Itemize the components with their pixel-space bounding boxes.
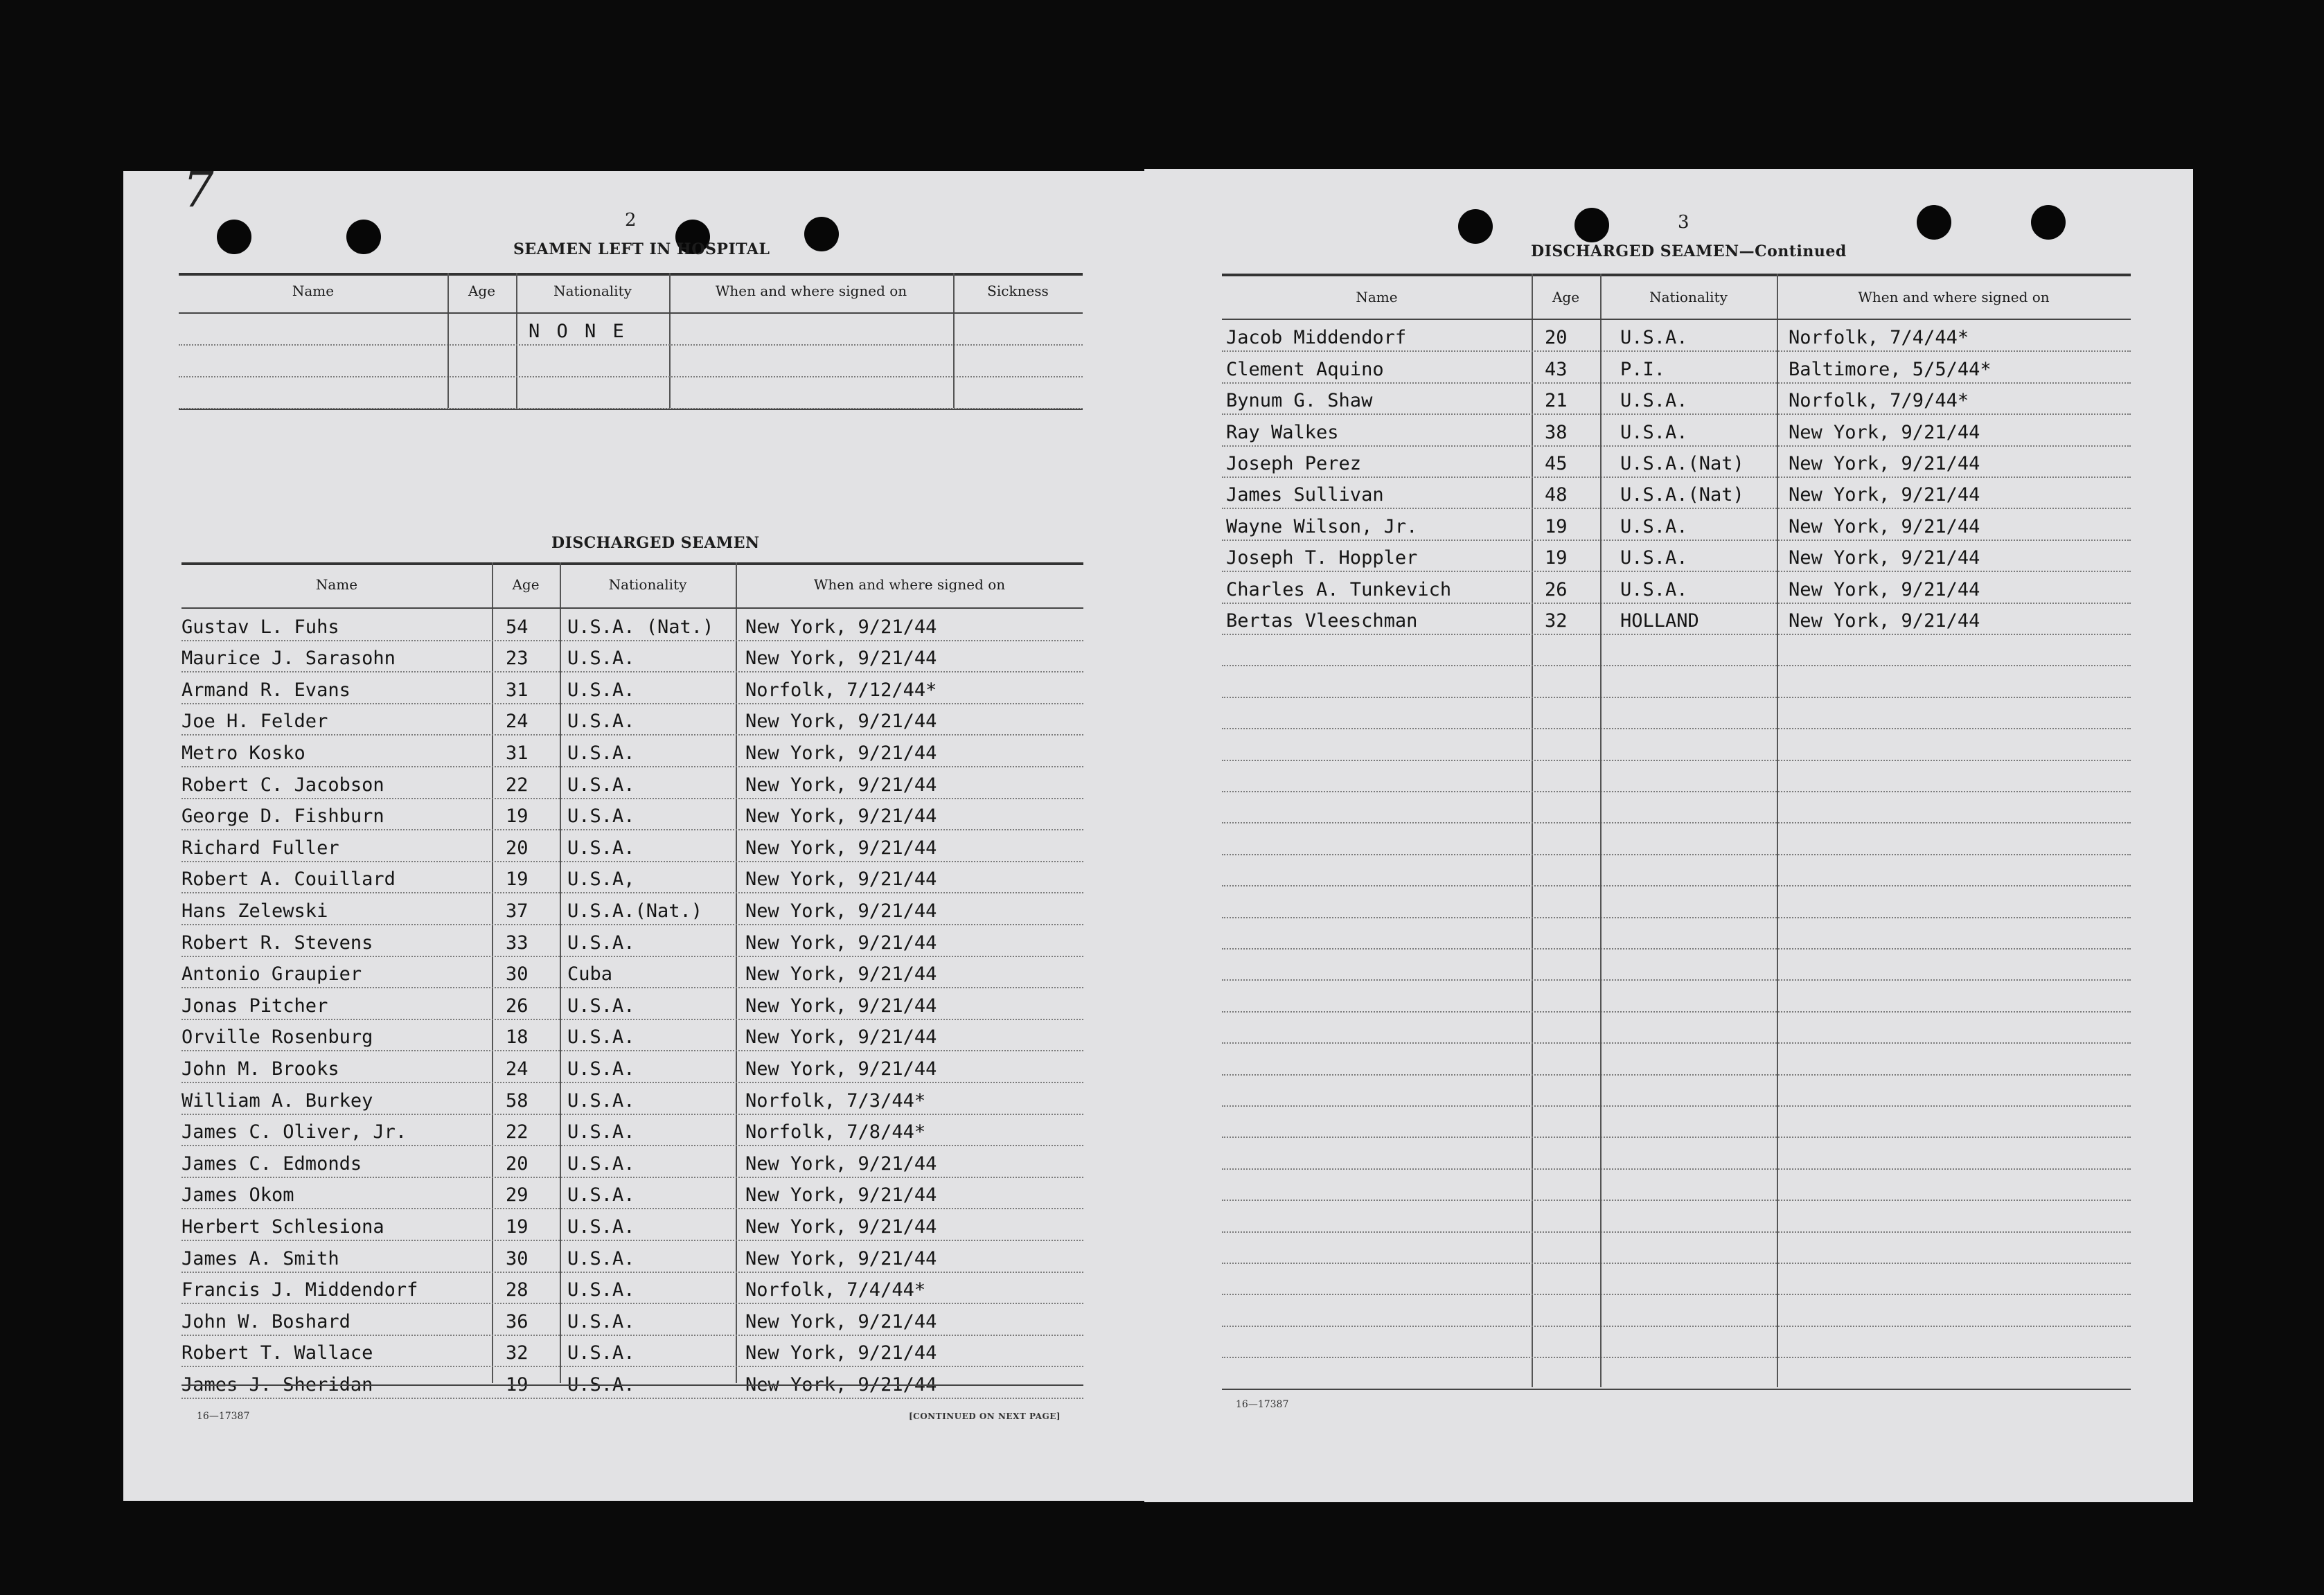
table-row xyxy=(1222,350,2131,383)
table-row xyxy=(181,956,1083,989)
nationality-cell: P.I. xyxy=(1620,358,1666,380)
name-cell: Wayne Wilson, Jr. xyxy=(1226,515,1418,537)
nationality-cell: U.S.A. xyxy=(567,679,635,701)
age-cell: 37 xyxy=(506,900,529,922)
name-cell: James Okom xyxy=(181,1184,294,1206)
age-cell: 43 xyxy=(1545,358,1568,380)
name-cell: Herbert Schlesiona xyxy=(181,1215,384,1238)
table-row xyxy=(179,312,1083,346)
name-cell: Gustav L. Fuhs xyxy=(181,616,339,638)
nationality-cell: U.S.A. xyxy=(567,711,635,733)
punch-hole xyxy=(1917,205,1951,240)
age-cell: 30 xyxy=(506,963,529,986)
table-row xyxy=(1222,1105,2131,1138)
age-cell: 22 xyxy=(506,774,529,796)
table-row xyxy=(181,1335,1083,1368)
table-row xyxy=(1222,917,2131,950)
table-row xyxy=(181,766,1083,799)
name-cell: Ray Walkes xyxy=(1226,421,1339,443)
nationality-cell: U.S.A. xyxy=(567,1215,635,1238)
signed-on-cell: Norfolk, 7/12/44* xyxy=(745,679,937,701)
signed-on-cell: New York, 9/21/44 xyxy=(745,774,937,796)
column-header-age: Age xyxy=(1552,289,1580,305)
table-row xyxy=(1222,319,2131,352)
nationality-cell: U.S.A. xyxy=(567,742,635,764)
table-row xyxy=(181,1082,1083,1115)
discharged-continued-title: DISCHARGED SEAMEN—Continued xyxy=(1531,242,1847,260)
hospital-table xyxy=(179,273,1083,411)
table-row xyxy=(181,608,1083,641)
age-cell: 26 xyxy=(506,995,529,1017)
table-row xyxy=(181,640,1083,673)
age-cell: 24 xyxy=(506,1058,529,1080)
table-row xyxy=(181,703,1083,736)
signed-on-cell: Norfolk, 7/4/44* xyxy=(1789,327,1969,349)
age-cell: 28 xyxy=(506,1279,529,1301)
table-row xyxy=(1222,728,2131,760)
signed-on-cell: New York, 9/21/44 xyxy=(1789,609,1980,632)
signed-on-cell: New York, 9/21/44 xyxy=(745,648,937,670)
table-row xyxy=(1222,603,2131,635)
table-row xyxy=(179,376,1083,409)
name-cell: George D. Fishburn xyxy=(181,805,384,828)
table-row xyxy=(1222,822,2131,855)
table-row xyxy=(181,1145,1083,1178)
age-cell: 38 xyxy=(1545,421,1568,443)
column-header-age: Age xyxy=(468,283,496,299)
nationality-cell: U.S.A. xyxy=(1620,327,1688,349)
age-cell: 58 xyxy=(506,1089,529,1112)
column-header-sickness: Sickness xyxy=(987,283,1049,299)
discharged-continued-table xyxy=(1222,274,2131,1394)
table-row xyxy=(1222,697,2131,729)
column-header-nationality: Nationality xyxy=(1649,289,1728,305)
right-page xyxy=(1144,169,2193,1502)
table-row xyxy=(181,1019,1083,1052)
signed-on-cell: New York, 9/21/44 xyxy=(745,868,937,891)
nationality-cell: Cuba xyxy=(567,963,613,986)
signed-on-cell: New York, 9/21/44 xyxy=(745,1310,937,1333)
age-cell: 20 xyxy=(506,837,529,859)
name-cell: Joseph T. Hoppler xyxy=(1226,547,1418,569)
table-row xyxy=(181,892,1083,925)
nationality-cell: U.S.A. xyxy=(1620,515,1688,537)
name-cell: Joe H. Felder xyxy=(181,711,328,733)
signed-on-cell: New York, 9/21/44 xyxy=(745,900,937,922)
table-row xyxy=(181,1240,1083,1273)
table-row xyxy=(1222,1357,2131,1389)
age-cell: 48 xyxy=(1545,484,1568,506)
age-cell: 24 xyxy=(506,711,529,733)
signed-on-cell: New York, 9/21/44 xyxy=(745,1184,937,1206)
age-cell: 20 xyxy=(506,1152,529,1175)
nationality-cell: U.S.A. xyxy=(567,1184,635,1206)
name-cell: William A. Burkey xyxy=(181,1089,373,1112)
table-row xyxy=(181,671,1083,704)
signed-on-cell: New York, 9/21/44 xyxy=(1789,452,1980,474)
name-cell: Richard Fuller xyxy=(181,837,339,859)
page-number: 3 xyxy=(1678,212,1689,233)
nationality-cell: U.S.A.(Nat) xyxy=(1620,484,1744,506)
discharged-section-title: DISCHARGED SEAMEN xyxy=(551,534,760,552)
nationality-cell: U.S.A. xyxy=(567,1373,635,1396)
table-row xyxy=(1222,979,2131,1012)
name-cell: Bynum G. Shaw xyxy=(1226,390,1373,412)
punch-hole xyxy=(1575,208,1609,242)
signed-on-cell: Norfolk, 7/9/44* xyxy=(1789,390,1969,412)
age-cell: 32 xyxy=(506,1342,529,1364)
punch-hole xyxy=(2031,205,2066,240)
nationality-cell: U.S.A. xyxy=(567,1279,635,1301)
signed-on-cell: Norfolk, 7/3/44* xyxy=(745,1089,926,1112)
table-row xyxy=(181,1050,1083,1083)
nationality-cell: U.S.A. xyxy=(567,774,635,796)
age-cell: 31 xyxy=(506,679,529,701)
table-row xyxy=(1222,413,2131,446)
table-row xyxy=(1222,1263,2131,1295)
column-header-signed-on: When and where signed on xyxy=(813,576,1006,593)
signed-on-cell: New York, 9/21/44 xyxy=(1789,515,1980,537)
table-row xyxy=(181,1272,1083,1305)
table-row xyxy=(181,861,1083,894)
age-cell: 36 xyxy=(506,1310,529,1333)
table-row xyxy=(181,1208,1083,1241)
table-row xyxy=(1222,791,2131,823)
nationality-cell: U.S.A. xyxy=(567,837,635,859)
name-cell: John W. Boshard xyxy=(181,1310,351,1333)
punch-hole xyxy=(217,220,251,254)
column-header-signed-on: When and where signed on xyxy=(1858,289,2050,305)
none-entry: N O N E xyxy=(529,321,627,342)
name-cell: James J. Sheridan xyxy=(181,1373,373,1396)
signed-on-cell: New York, 9/21/44 xyxy=(1789,547,1980,569)
name-cell: Robert R. Stevens xyxy=(181,932,373,954)
nationality-cell: U.S.A. xyxy=(567,1310,635,1333)
nationality-cell: U.S.A. xyxy=(567,648,635,670)
table-row xyxy=(1222,854,2131,886)
table-row xyxy=(1222,760,2131,792)
signed-on-cell: New York, 9/21/44 xyxy=(745,1215,937,1238)
name-cell: Antonio Graupier xyxy=(181,963,362,986)
nationality-cell: U.S.A. xyxy=(1620,390,1688,412)
signed-on-cell: New York, 9/21/44 xyxy=(745,805,937,828)
name-cell: Bertas Vleeschman xyxy=(1226,609,1418,632)
nationality-cell: U.S.A. xyxy=(567,1152,635,1175)
column-header-name: Name xyxy=(1356,289,1398,305)
signed-on-cell: New York, 9/21/44 xyxy=(745,963,937,986)
signed-on-cell: New York, 9/21/44 xyxy=(745,1373,937,1396)
table-row xyxy=(1222,1074,2131,1107)
name-cell: James C. Edmonds xyxy=(181,1152,362,1175)
name-cell: Jonas Pitcher xyxy=(181,995,328,1017)
signed-on-cell: New York, 9/21/44 xyxy=(1789,421,1980,443)
signed-on-cell: New York, 9/21/44 xyxy=(1789,484,1980,506)
age-cell: 19 xyxy=(506,1215,529,1238)
form-number: 16—17387 xyxy=(1236,1399,1289,1410)
name-cell: Francis J. Middendorf xyxy=(181,1279,418,1301)
name-cell: James A. Smith xyxy=(181,1247,339,1269)
nationality-cell: HOLLAND xyxy=(1620,609,1699,632)
table-row xyxy=(1222,1200,2131,1232)
table-row xyxy=(181,1114,1083,1147)
age-cell: 31 xyxy=(506,742,529,764)
column-header-name: Name xyxy=(315,576,358,593)
age-cell: 30 xyxy=(506,1247,529,1269)
signed-on-cell: New York, 9/21/44 xyxy=(745,1026,937,1049)
name-cell: Robert T. Wallace xyxy=(181,1342,373,1364)
table-row xyxy=(1222,1231,2131,1264)
column-header-name: Name xyxy=(292,283,335,299)
signed-on-cell: New York, 9/21/44 xyxy=(1789,578,1980,600)
column-header-age: Age xyxy=(512,576,540,593)
table-row xyxy=(1222,1042,2131,1075)
column-header-nationality: Nationality xyxy=(608,576,687,593)
name-cell: Robert C. Jacobson xyxy=(181,774,384,796)
form-number: 16—17387 xyxy=(197,1411,250,1422)
table-row xyxy=(1222,665,2131,697)
signed-on-cell: New York, 9/21/44 xyxy=(745,742,937,764)
name-cell: Metro Kosko xyxy=(181,742,305,764)
name-cell: Joseph Perez xyxy=(1226,452,1362,474)
age-cell: 19 xyxy=(1545,515,1568,537)
age-cell: 29 xyxy=(506,1184,529,1206)
signed-on-cell: New York, 9/21/44 xyxy=(745,1152,937,1175)
age-cell: 19 xyxy=(506,1373,529,1396)
age-cell: 23 xyxy=(506,648,529,670)
table-row xyxy=(1222,1011,2131,1044)
table-row xyxy=(181,1177,1083,1210)
left-page xyxy=(123,161,1144,1501)
name-cell: Clement Aquino xyxy=(1226,358,1384,380)
column-header-nationality: Nationality xyxy=(553,283,632,299)
signed-on-cell: New York, 9/21/44 xyxy=(745,1342,937,1364)
nationality-cell: U.S.A. xyxy=(567,805,635,828)
table-row xyxy=(1222,948,2131,981)
punch-hole xyxy=(1458,209,1493,244)
nationality-cell: U.S.A. xyxy=(1620,547,1688,569)
nationality-cell: U.S.A. xyxy=(1620,578,1688,600)
signed-on-cell: New York, 9/21/44 xyxy=(745,837,937,859)
signed-on-cell: New York, 9/21/44 xyxy=(745,1247,937,1269)
table-row xyxy=(1222,1326,2131,1358)
column-header-signed-on: When and where signed on xyxy=(715,283,907,299)
age-cell: 26 xyxy=(1545,578,1568,600)
age-cell: 18 xyxy=(506,1026,529,1049)
nationality-cell: U.S.A. xyxy=(567,1342,635,1364)
table-row xyxy=(1222,476,2131,509)
table-row xyxy=(179,344,1083,377)
table-row xyxy=(1222,1168,2131,1201)
signed-on-cell: Norfolk, 7/8/44* xyxy=(745,1121,926,1143)
table-row xyxy=(1222,508,2131,540)
age-cell: 54 xyxy=(506,616,529,638)
table-row xyxy=(181,829,1083,862)
age-cell: 45 xyxy=(1545,452,1568,474)
name-cell: Armand R. Evans xyxy=(181,679,351,701)
nationality-cell: U.S.A, xyxy=(567,868,635,891)
discharged-table xyxy=(181,562,1083,1396)
signed-on-cell: Baltimore, 5/5/44* xyxy=(1789,358,1992,380)
table-row xyxy=(181,924,1083,957)
table-row xyxy=(1222,445,2131,478)
nationality-cell: U.S.A. xyxy=(567,1026,635,1049)
nationality-cell: U.S.A.(Nat.) xyxy=(567,900,703,922)
nationality-cell: U.S.A. xyxy=(567,1058,635,1080)
age-cell: 19 xyxy=(506,868,529,891)
signed-on-cell: New York, 9/21/44 xyxy=(745,932,937,954)
name-cell: James Sullivan xyxy=(1226,484,1384,506)
punch-hole xyxy=(804,217,839,251)
name-cell: Maurice J. Sarasohn xyxy=(181,648,396,670)
name-cell: Robert A. Couillard xyxy=(181,868,396,891)
age-cell: 19 xyxy=(506,805,529,828)
signed-on-cell: New York, 9/21/44 xyxy=(745,711,937,733)
table-row xyxy=(181,987,1083,1020)
name-cell: Orville Rosenburg xyxy=(181,1026,373,1049)
handwritten-mark: 7 xyxy=(183,161,214,218)
name-cell: John M. Brooks xyxy=(181,1058,339,1080)
table-row xyxy=(1222,1137,2131,1169)
nationality-cell: U.S.A. xyxy=(567,932,635,954)
name-cell: Charles A. Tunkevich xyxy=(1226,578,1452,600)
table-row xyxy=(181,1303,1083,1336)
table-row xyxy=(1222,540,2131,572)
table-row xyxy=(181,1366,1083,1399)
signed-on-cell: New York, 9/21/44 xyxy=(745,1058,937,1080)
age-cell: 33 xyxy=(506,932,529,954)
table-row xyxy=(181,734,1083,767)
nationality-cell: U.S.A. xyxy=(567,995,635,1017)
age-cell: 19 xyxy=(1545,547,1568,569)
signed-on-cell: New York, 9/21/44 xyxy=(745,616,937,638)
punch-hole xyxy=(346,220,381,254)
nationality-cell: U.S.A. xyxy=(567,1121,635,1143)
nationality-cell: U.S.A. xyxy=(1620,421,1688,443)
table-row xyxy=(1222,634,2131,666)
table-row xyxy=(1222,571,2131,603)
table-row xyxy=(181,798,1083,831)
signed-on-cell: New York, 9/21/44 xyxy=(745,995,937,1017)
name-cell: Jacob Middendorf xyxy=(1226,327,1407,349)
name-cell: James C. Oliver, Jr. xyxy=(181,1121,407,1143)
nationality-cell: U.S.A. xyxy=(567,1247,635,1269)
table-row xyxy=(1222,885,2131,918)
nationality-cell: U.S.A.(Nat) xyxy=(1620,452,1744,474)
page-number: 2 xyxy=(625,210,637,231)
table-row xyxy=(1222,1294,2131,1326)
name-cell: Hans Zelewski xyxy=(181,900,328,922)
age-cell: 22 xyxy=(506,1121,529,1143)
continued-note: [CONTINUED ON NEXT PAGE] xyxy=(909,1411,1061,1421)
nationality-cell: U.S.A. xyxy=(567,1089,635,1112)
age-cell: 21 xyxy=(1545,390,1568,412)
hospital-section-title: SEAMEN LEFT IN HOSPITAL xyxy=(513,240,770,258)
nationality-cell: U.S.A. (Nat.) xyxy=(567,616,714,638)
age-cell: 32 xyxy=(1545,609,1568,632)
signed-on-cell: Norfolk, 7/4/44* xyxy=(745,1279,926,1301)
table-row xyxy=(1222,382,2131,415)
age-cell: 20 xyxy=(1545,327,1568,349)
